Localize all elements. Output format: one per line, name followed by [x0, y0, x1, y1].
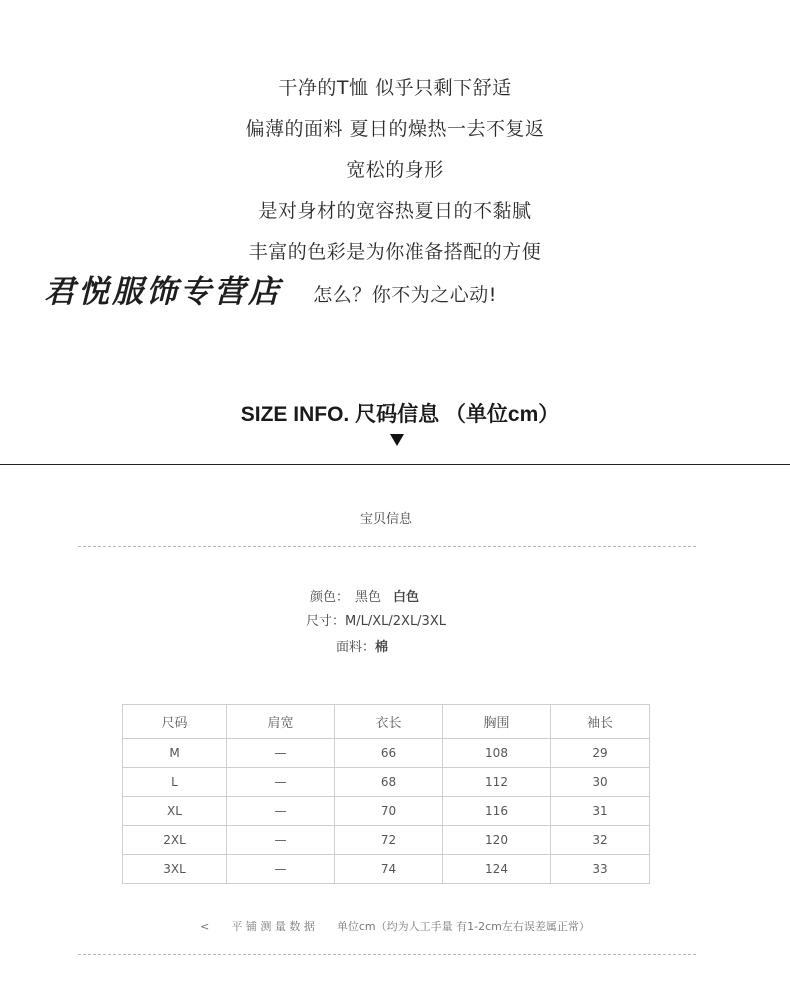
size-row	[306, 610, 446, 629]
cell-shoulder: —	[227, 826, 335, 855]
color-value-white: 白色	[393, 590, 420, 605]
cell-shoulder: —	[227, 797, 335, 826]
cell-length: 68	[335, 768, 443, 797]
size-table	[122, 704, 650, 884]
color-label: 颜色：	[310, 590, 350, 605]
cell-sleeve: 30	[551, 768, 650, 797]
cell-size: 3XL	[123, 855, 227, 884]
left-arrow-icon: <	[200, 920, 210, 933]
header-size: 尺码	[123, 705, 227, 739]
cell-length: 72	[335, 826, 443, 855]
product-info-label: 宝贝信息	[359, 512, 412, 527]
down-arrow-icon	[390, 434, 404, 446]
cell-shoulder: —	[227, 855, 335, 884]
color-value-black: 黑色	[355, 590, 382, 605]
cell-chest: 108	[443, 739, 551, 768]
description-line: 是对身材的宽容热夏日的不黏腻	[258, 200, 532, 222]
table-row	[123, 855, 650, 884]
cell-length: 66	[335, 739, 443, 768]
section-divider	[0, 464, 790, 465]
description-line: 干净的T恤 似乎只剩下舒适	[278, 77, 512, 99]
cell-sleeve: 33	[551, 855, 650, 884]
description-line: 怎么？你不为之心动!	[313, 284, 497, 306]
cell-length: 70	[335, 797, 443, 826]
cell-size: 2XL	[123, 826, 227, 855]
size-info-title: SIZE INFO. 尺码信息 （单位cm）	[240, 403, 560, 426]
cell-sleeve: 31	[551, 797, 650, 826]
size-label: 尺寸：	[306, 614, 346, 629]
cell-size: L	[123, 768, 227, 797]
dashed-divider	[78, 546, 696, 547]
measurement-label: 平 铺 测 量 数 据	[231, 920, 315, 933]
table-row	[123, 826, 650, 855]
cell-chest: 124	[443, 855, 551, 884]
dashed-divider	[78, 954, 696, 955]
material-label: 面料：	[336, 640, 376, 655]
cell-chest: 116	[443, 797, 551, 826]
cell-sleeve: 32	[551, 826, 650, 855]
measurement-unit-note: 单位cm（均为人工手量 有1-2cm左右误差属正常）	[336, 920, 590, 933]
description-line: 丰富的色彩是为你准备搭配的方便	[248, 241, 542, 263]
color-row	[310, 586, 419, 605]
measurement-note	[0, 918, 790, 934]
cell-length: 74	[335, 855, 443, 884]
material-value: 棉	[375, 640, 389, 655]
size-value: M/L/XL/2XL/3XL	[345, 614, 446, 629]
description-line: 宽松的身形	[346, 159, 444, 181]
header-shoulder: 肩宽	[227, 705, 335, 739]
table-row	[123, 768, 650, 797]
table-row	[123, 739, 650, 768]
description-line: 偏薄的面料 夏日的燥热一去不复返	[245, 118, 545, 140]
header-length: 衣长	[335, 705, 443, 739]
cell-shoulder: —	[227, 768, 335, 797]
cell-chest: 112	[443, 768, 551, 797]
material-row	[336, 636, 388, 655]
cell-shoulder: —	[227, 739, 335, 768]
header-sleeve: 袖长	[551, 705, 650, 739]
cell-sleeve: 29	[551, 739, 650, 768]
cell-size: XL	[123, 797, 227, 826]
store-watermark: 君悦服饰专营店	[44, 274, 282, 310]
table-header-row	[123, 705, 650, 739]
table-row	[123, 797, 650, 826]
cell-chest: 120	[443, 826, 551, 855]
cell-size: M	[123, 739, 227, 768]
header-chest: 胸围	[443, 705, 551, 739]
